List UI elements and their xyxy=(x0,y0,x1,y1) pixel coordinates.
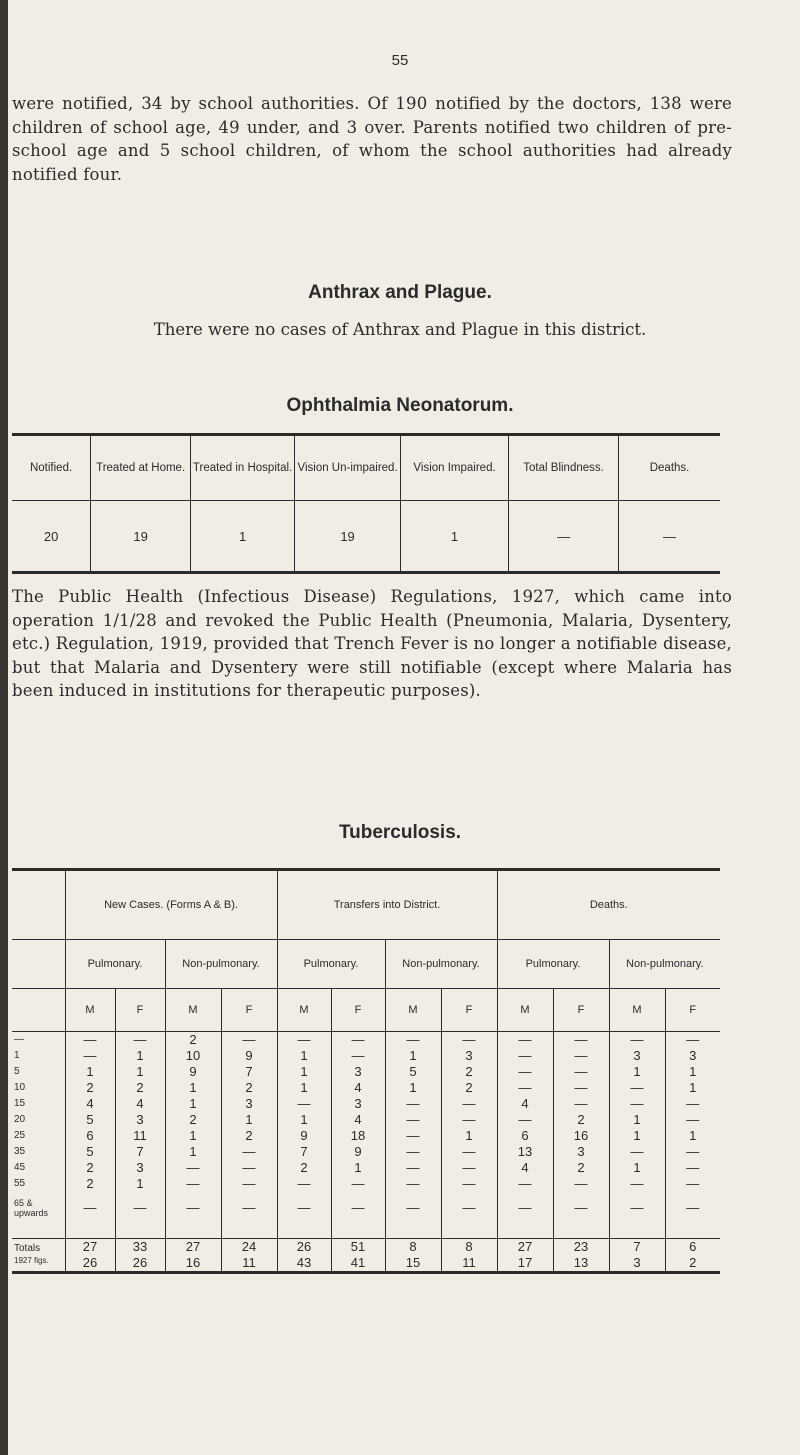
tb-value-cell: 4 xyxy=(65,1096,115,1112)
tb-total-cell: 24 xyxy=(221,1239,277,1256)
tb-value-cell: 1 xyxy=(115,1048,165,1064)
tb-prev-total-cell: 16 xyxy=(165,1255,221,1273)
tb-value-cell: — xyxy=(65,1192,115,1224)
tb-totals-row xyxy=(12,1239,720,1256)
tb-value-cell: — xyxy=(385,1144,441,1160)
ophthalmia-heading: Ophthalmia Neonatorum. xyxy=(286,395,514,416)
tb-value-cell: — xyxy=(441,1096,497,1112)
ophthalmia-value-cell: 1 xyxy=(191,501,295,573)
ophthalmia-header-cell: Total Blindness. xyxy=(509,435,619,501)
tb-value-cell: 9 xyxy=(331,1144,385,1160)
tb-prev-total-cell: 17 xyxy=(497,1255,553,1273)
tb-value-cell: 1 xyxy=(277,1112,331,1128)
tb-spacer-cell xyxy=(441,1224,497,1239)
tb-value-cell: — xyxy=(385,1032,441,1049)
tb-spacer-cell xyxy=(331,1224,385,1239)
tb-value-cell: 1 xyxy=(441,1128,497,1144)
ophthalmia-value-cell: 19 xyxy=(91,501,191,573)
tb-value-cell: — xyxy=(65,1048,115,1064)
tb-value-cell: — xyxy=(686,1032,700,1047)
tb-subgroup-header-row xyxy=(12,940,720,989)
tb-value-cell: — xyxy=(331,1176,385,1192)
tb-value-cell: 5 xyxy=(65,1112,115,1128)
tb-value-cell: 2 xyxy=(441,1064,497,1080)
tb-prev-total-cell: 43 xyxy=(277,1255,331,1273)
ophthalmia-header-cell: Treated at Home. xyxy=(91,435,191,501)
tb-age-row xyxy=(12,1080,720,1096)
tb-value-cell: 2 xyxy=(65,1080,115,1096)
tb-age-row xyxy=(12,1160,720,1176)
tb-value-cell: 2 xyxy=(221,1128,277,1144)
tb-value-cell: 1 xyxy=(165,1128,221,1144)
tb-spacer-cell xyxy=(221,1224,277,1239)
tb-prev-total-cell: 15 xyxy=(385,1255,441,1273)
tb-value-cell: — xyxy=(277,1096,331,1112)
tb-prev-total-cell: 26 xyxy=(65,1255,115,1273)
tb-value-cell: — xyxy=(441,1144,497,1160)
tb-value-cell: 3 xyxy=(221,1096,277,1112)
tb-sex-cell: M xyxy=(497,989,553,1032)
tb-spacer-cell xyxy=(497,1224,553,1239)
tb-value-cell: 1 xyxy=(689,1080,697,1095)
tb-prev-total-cell: 2 xyxy=(689,1255,697,1270)
tb-value-cell: 11 xyxy=(115,1128,165,1144)
ophthalmia-value-cell: 20 xyxy=(12,501,91,573)
tb-prev-total-cell: 26 xyxy=(115,1255,165,1273)
tb-value-cell: 2 xyxy=(65,1160,115,1176)
tb-value-cell: 2 xyxy=(115,1080,165,1096)
tb-value-cell: — xyxy=(497,1032,553,1049)
anthrax-heading: Anthrax and Plague. xyxy=(308,282,492,303)
tb-age-label: 15 xyxy=(12,1096,65,1112)
tb-value-cell: — xyxy=(221,1144,277,1160)
tb-value-cell: 1 xyxy=(115,1176,165,1192)
regulations-paragraph: The Public Health (Infectious Disease) Regulations, 1927, which came into operation 1/1/28 and revoked the Public Health (Pneumonia, Malaria, Dysentery, etc.) Regulation, 1919, provided that Trench Fever is no longer a notifiable disease, but that Malaria and Dysentery were still notifiable (except where Malaria has been induced in institutions for therapeutic purposes). xyxy=(12,587,732,700)
tb-subgroup-cell: Pulmonary. xyxy=(65,940,165,989)
tb-value-cell: — xyxy=(553,1176,609,1192)
tb-total-cell: 7 xyxy=(609,1239,665,1256)
tb-value-cell: 1 xyxy=(277,1064,331,1080)
tb-value-cell: — xyxy=(277,1176,331,1192)
tb-spacer-cell xyxy=(277,1224,331,1239)
tb-value-cell: 6 xyxy=(65,1128,115,1144)
tb-prev-total-cell: 11 xyxy=(221,1255,277,1273)
tb-totals-label-cell xyxy=(12,1239,65,1273)
tb-value-cell: — xyxy=(609,1144,665,1160)
tb-value-cell: 7 xyxy=(115,1144,165,1160)
tb-age-row xyxy=(12,1144,720,1160)
tb-value-cell: — xyxy=(553,1032,609,1049)
tb-value-cell: 5 xyxy=(385,1064,441,1080)
tb-value-cell: 9 xyxy=(277,1128,331,1144)
tb-value-cell: — xyxy=(686,1096,700,1111)
tb-prev-label: 1927 figs. xyxy=(14,1256,49,1265)
tb-value-cell: — xyxy=(553,1192,609,1224)
tb-value-cell: 6 xyxy=(497,1128,553,1144)
tb-age-label: — xyxy=(12,1032,65,1049)
ophthalmia-value-cell: 1 xyxy=(401,501,509,573)
tb-subgroup-cell: Pulmonary. xyxy=(277,940,385,989)
tb-value-cell: 1 xyxy=(65,1064,115,1080)
tb-subgroup-cell: Non-pulmonary. xyxy=(609,940,720,989)
tb-value-cell: 2 xyxy=(221,1080,277,1096)
tb-value-cell: — xyxy=(385,1192,441,1224)
tb-value-cell: 9 xyxy=(165,1064,221,1080)
tb-prev-total-cell: 11 xyxy=(441,1255,497,1273)
tb-value-cell: — xyxy=(385,1128,441,1144)
tb-value-cell: 18 xyxy=(331,1128,385,1144)
tb-group-deaths: Deaths. xyxy=(497,870,720,940)
tb-value-cell: — xyxy=(686,1160,700,1175)
tb-value-cell: — xyxy=(331,1048,385,1064)
tuberculosis-table xyxy=(12,868,720,1274)
tb-age-row xyxy=(12,1192,720,1224)
tb-spacer-cell xyxy=(65,1224,115,1239)
tb-subgroup-cell: Pulmonary. xyxy=(497,940,609,989)
tb-value-cell: 2 xyxy=(165,1032,221,1049)
tb-spacer-cell xyxy=(609,1224,665,1239)
tb-age-label: 35 xyxy=(12,1144,65,1160)
ophthalmia-value-cell: — xyxy=(663,528,677,544)
tb-total-cell: 8 xyxy=(441,1239,497,1256)
tb-spacer-cell xyxy=(385,1224,441,1239)
page-edge-shadow xyxy=(0,0,8,1455)
tb-value-cell: 1 xyxy=(689,1128,697,1143)
tb-value-cell: — xyxy=(221,1192,277,1224)
tb-value-cell: 1 xyxy=(277,1080,331,1096)
tb-value-cell: 2 xyxy=(553,1112,609,1128)
tb-value-cell: — xyxy=(553,1064,609,1080)
tb-age-label: 5 xyxy=(12,1064,65,1080)
tb-value-cell: — xyxy=(385,1160,441,1176)
tb-value-cell: 7 xyxy=(277,1144,331,1160)
tb-spacer-cell xyxy=(665,1224,720,1239)
tb-age-label: 1 xyxy=(12,1048,65,1064)
tb-sex-cell: M xyxy=(385,989,441,1032)
tb-value-cell: — xyxy=(221,1032,277,1049)
tb-value-cell: 3 xyxy=(331,1064,385,1080)
tb-total-cell: 27 xyxy=(65,1239,115,1256)
tb-age-row xyxy=(12,1096,720,1112)
tb-value-cell: 10 xyxy=(165,1048,221,1064)
tb-value-cell: 13 xyxy=(497,1144,553,1160)
tb-value-cell: 1 xyxy=(385,1048,441,1064)
tb-value-cell: 4 xyxy=(331,1080,385,1096)
tb-value-cell: 4 xyxy=(331,1112,385,1128)
tb-prev-total-cell: 3 xyxy=(609,1255,665,1273)
tb-spacer-row xyxy=(12,1224,720,1239)
tb-value-cell: — xyxy=(686,1144,700,1159)
tb-totals-label: Totals xyxy=(14,1243,41,1254)
tb-value-cell: — xyxy=(686,1176,700,1191)
tb-value-cell: — xyxy=(686,1200,700,1215)
tb-value-cell: 16 xyxy=(553,1128,609,1144)
tb-value-cell: 2 xyxy=(441,1080,497,1096)
tb-value-cell: 1 xyxy=(385,1080,441,1096)
tb-value-cell: 3 xyxy=(331,1096,385,1112)
tb-total-cell: 6 xyxy=(665,1239,720,1256)
tb-value-cell: 9 xyxy=(221,1048,277,1064)
tb-age-row xyxy=(12,1032,720,1049)
tb-age-label: 25 xyxy=(12,1128,65,1144)
tb-sex-cell: M xyxy=(609,989,665,1032)
tb-value-cell: — xyxy=(497,1192,553,1224)
tb-value-cell: — xyxy=(221,1160,277,1176)
tb-value-cell: — xyxy=(553,1096,609,1112)
tb-value-cell: 3 xyxy=(689,1048,697,1063)
tb-age-row xyxy=(12,1176,720,1192)
tb-value-cell: 3 xyxy=(609,1048,665,1064)
tb-value-cell: — xyxy=(221,1176,277,1192)
tb-spacer-cell xyxy=(165,1224,221,1239)
tb-value-cell: 1 xyxy=(277,1048,331,1064)
tb-value-cell: — xyxy=(497,1080,553,1096)
tb-value-cell: — xyxy=(65,1032,115,1049)
tb-value-cell: 4 xyxy=(497,1160,553,1176)
ophthalmia-header-cell: Notified. xyxy=(12,435,91,501)
tb-value-cell: 1 xyxy=(609,1160,665,1176)
tb-age-row xyxy=(12,1048,720,1064)
tb-prev-totals-row xyxy=(12,1255,720,1273)
ophthalmia-header-cell: Vision Un-impaired. xyxy=(295,435,401,501)
tb-value-cell: — xyxy=(385,1176,441,1192)
tb-sex-cell: M xyxy=(65,989,115,1032)
tb-sex-cell: M xyxy=(277,989,331,1032)
tb-age-row xyxy=(12,1064,720,1080)
tb-corner-cell xyxy=(12,940,65,989)
tb-value-cell: — xyxy=(441,1032,497,1049)
tb-total-cell: 8 xyxy=(385,1239,441,1256)
tb-subgroup-cell: Non-pulmonary. xyxy=(165,940,277,989)
tb-value-cell: — xyxy=(497,1048,553,1064)
tb-value-cell: — xyxy=(609,1032,665,1049)
tb-value-cell: — xyxy=(609,1176,665,1192)
ophthalmia-value-cell: 19 xyxy=(295,501,401,573)
tb-age-label: 55 xyxy=(12,1176,65,1192)
tb-value-cell: 1 xyxy=(609,1064,665,1080)
tb-value-cell: — xyxy=(497,1112,553,1128)
tb-value-cell: — xyxy=(553,1048,609,1064)
tb-value-cell: — xyxy=(165,1160,221,1176)
tb-value-cell: — xyxy=(553,1080,609,1096)
tb-value-cell: — xyxy=(331,1192,385,1224)
tb-value-cell: 1 xyxy=(609,1112,665,1128)
tb-value-cell: — xyxy=(277,1192,331,1224)
tuberculosis-heading: Tuberculosis. xyxy=(338,822,462,843)
tb-value-cell: — xyxy=(385,1096,441,1112)
tb-value-cell: 3 xyxy=(553,1144,609,1160)
ophthalmia-value-row xyxy=(12,501,720,573)
tb-value-cell: 2 xyxy=(277,1160,331,1176)
ophthalmia-header-cell: Vision Impaired. xyxy=(401,435,509,501)
tb-age-label: 65 & upwards xyxy=(12,1192,65,1224)
tb-value-cell: 1 xyxy=(165,1096,221,1112)
tb-age-row xyxy=(12,1112,720,1128)
tb-spacer-cell xyxy=(115,1224,165,1239)
tb-age-label: 45 xyxy=(12,1160,65,1176)
tb-value-cell: 1 xyxy=(165,1144,221,1160)
tb-value-cell: 3 xyxy=(441,1048,497,1064)
tb-value-cell: 7 xyxy=(221,1064,277,1080)
tb-value-cell: 2 xyxy=(65,1176,115,1192)
ophthalmia-header-row xyxy=(12,435,720,501)
tb-sex-cell: F xyxy=(331,989,385,1032)
tb-sex-cell: F xyxy=(665,989,720,1032)
tb-age-label: 10 xyxy=(12,1080,65,1096)
tb-corner-cell xyxy=(12,989,65,1032)
tb-total-cell: 27 xyxy=(497,1239,553,1256)
tb-value-cell: 1 xyxy=(609,1128,665,1144)
tb-value-cell: 1 xyxy=(331,1160,385,1176)
tb-value-cell: — xyxy=(686,1112,700,1127)
tb-group-new-cases: New Cases. (Forms A & B). xyxy=(65,870,277,940)
tb-value-cell: 5 xyxy=(65,1144,115,1160)
tb-value-cell: — xyxy=(441,1112,497,1128)
tb-value-cell: — xyxy=(441,1176,497,1192)
tb-value-cell: — xyxy=(441,1192,497,1224)
tb-prev-total-cell: 13 xyxy=(553,1255,609,1273)
tb-value-cell: — xyxy=(277,1032,331,1049)
tb-value-cell: — xyxy=(165,1192,221,1224)
tb-data-body xyxy=(12,1032,720,1273)
tb-subgroup-cell: Non-pulmonary. xyxy=(385,940,497,989)
tb-total-cell: 23 xyxy=(553,1239,609,1256)
ophthalmia-header-cell: Deaths. xyxy=(619,435,720,501)
tb-age-label: 20 xyxy=(12,1112,65,1128)
tb-value-cell: 2 xyxy=(553,1160,609,1176)
tb-value-cell: — xyxy=(115,1192,165,1224)
tb-sex-cell: F xyxy=(553,989,609,1032)
tb-value-cell: — xyxy=(609,1192,665,1224)
tb-total-cell: 33 xyxy=(115,1239,165,1256)
tb-value-cell: 4 xyxy=(115,1096,165,1112)
tb-value-cell: — xyxy=(497,1064,553,1080)
tb-spacer-cell xyxy=(12,1224,65,1239)
tb-total-cell: 51 xyxy=(331,1239,385,1256)
tb-value-cell: — xyxy=(609,1080,665,1096)
intro-paragraph: were notified, 34 by school authorities. Of 190 notified by the doctors, 138 were children of school age, 49 under, and 3 over. Parents notified two children of pre-school age and 5 school children, of whom the school authorities had already notified four. xyxy=(12,94,732,184)
tb-value-cell: 3 xyxy=(115,1112,165,1128)
ophthalmia-table xyxy=(12,433,720,574)
tb-value-cell: — xyxy=(441,1160,497,1176)
tb-prev-total-cell: 41 xyxy=(331,1255,385,1273)
ophthalmia-value-cell: — xyxy=(509,501,619,573)
tb-value-cell: — xyxy=(331,1032,385,1049)
tb-value-cell: — xyxy=(115,1032,165,1049)
tb-value-cell: 1 xyxy=(115,1064,165,1080)
anthrax-text: There were no cases of Anthrax and Plague in this district. xyxy=(153,320,647,339)
tb-spacer-cell xyxy=(553,1224,609,1239)
tb-group-header-row xyxy=(12,870,720,940)
tb-value-cell: 1 xyxy=(165,1080,221,1096)
tb-sex-cell: M xyxy=(165,989,221,1032)
tb-total-cell: 27 xyxy=(165,1239,221,1256)
ophthalmia-header-cell: Treated in Hospital. xyxy=(191,435,295,501)
tb-value-cell: — xyxy=(609,1096,665,1112)
tb-value-cell: — xyxy=(165,1176,221,1192)
tb-value-cell: 4 xyxy=(497,1096,553,1112)
tb-value-cell: — xyxy=(385,1112,441,1128)
tb-value-cell: 1 xyxy=(689,1064,697,1079)
tb-value-cell: 3 xyxy=(115,1160,165,1176)
tb-age-row xyxy=(12,1128,720,1144)
tb-sex-cell: F xyxy=(221,989,277,1032)
tb-corner-cell xyxy=(12,870,65,940)
tb-group-transfers: Transfers into District. xyxy=(277,870,497,940)
tb-sex-cell: F xyxy=(115,989,165,1032)
tb-sex-cell: F xyxy=(441,989,497,1032)
page-number: 55 xyxy=(391,52,409,69)
tb-sex-header-row xyxy=(12,989,720,1032)
tb-total-cell: 26 xyxy=(277,1239,331,1256)
tb-value-cell: — xyxy=(497,1176,553,1192)
tb-value-cell: 1 xyxy=(221,1112,277,1128)
tb-value-cell: 2 xyxy=(165,1112,221,1128)
